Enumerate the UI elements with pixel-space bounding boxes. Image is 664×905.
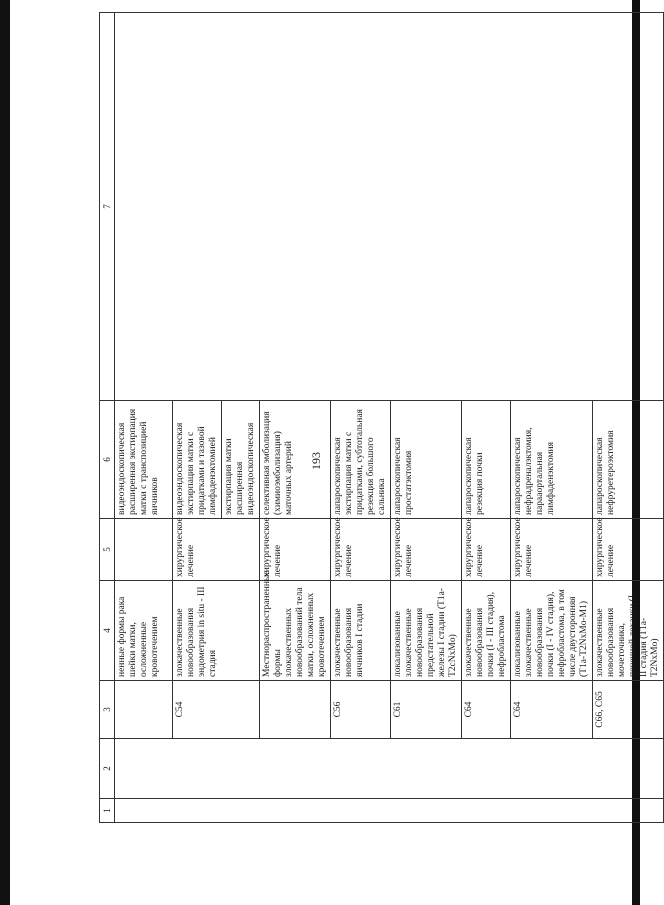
treatment-type-cell: хирургическое лечение: [173, 519, 260, 581]
code-cell: C61: [391, 681, 462, 739]
condition-cell: локализованные злокачественные новообразования почки (I - IV стадия), нефробластома, в том числе двусторонняя (T1a-T2NxMo-M1): [511, 581, 593, 681]
header-row: [100, 13, 115, 823]
condition-cell: злокачественные новообразования яичников I стадии: [331, 581, 391, 681]
col7-cell: [115, 13, 664, 401]
treatment-table: [99, 12, 664, 823]
treatment-type-cell: хирургическое лечение: [391, 519, 462, 581]
header-col-4: 4: [100, 581, 115, 681]
method-cell: лапароскопическая нефрадреналэктомия, парааортальная лимфаденэктомия: [511, 401, 593, 519]
header-col-3: 3: [100, 681, 115, 739]
condition-cell: злокачественные новообразования эндометрия in situ - III стадия: [173, 581, 260, 681]
header-col-2: 2: [100, 739, 115, 799]
method-cell: лапароскопическая нефруретероэктомия: [593, 401, 664, 519]
header-col-6: 6: [100, 401, 115, 519]
page-number: 193: [309, 452, 323, 470]
treatment-type-cell: [115, 519, 173, 581]
scan-edge-left: [0, 0, 10, 905]
treatment-type-cell: хирургическое лечение: [331, 519, 391, 581]
method-cell: видеоэндоскопическая экстирпация матки с придатками и тазовой лимфаденэктомией: [173, 401, 222, 519]
table-container: [99, 13, 660, 823]
code-cell: C66, C65: [593, 681, 664, 739]
treatment-type-cell: хирургическое лечение: [511, 519, 593, 581]
method-cell: лапароскопическая простатэктомия: [391, 401, 462, 519]
method-cell: лапароскопическая экстирпация матки с придатками, субтотальная резекция большого сальника: [331, 401, 391, 519]
code-cell: [115, 681, 173, 739]
condition-cell: локализованные злокачественные новообразования предстательной железы I стадии (T1a-T2cNxMo): [391, 581, 462, 681]
col2-cell: [115, 739, 664, 799]
code-cell: C54: [173, 681, 260, 739]
code-cell: C64: [511, 681, 593, 739]
condition-cell: злокачественные новообразования мочеточника, почечной лоханки (I - II стадия (T1a-T2NxMo): [593, 581, 664, 681]
condition-cell: злокачественные новообразования почки (I - III стадия), нефробластома: [462, 581, 511, 681]
header-col-7: 7: [100, 13, 115, 401]
condition-cell: Местнораспространенные формы злокачественных новообразований тела матки, осложненных кровотечением: [260, 581, 331, 681]
treatment-type-cell: хирургическое лечение: [260, 519, 331, 581]
method-cell: лапароскопическая резекция почки: [462, 401, 511, 519]
treatment-type-cell: хирургическое лечение: [593, 519, 664, 581]
code-cell: C56: [331, 681, 391, 739]
method-cell: селективная эмболизация (химиоэмболизация) маточных артерий: [260, 401, 331, 519]
method-cell: видеоэндоскопическая расширенная экстирпация матки с транспозицией яичников: [115, 401, 173, 519]
table-row: [115, 13, 173, 823]
code-cell: C64: [462, 681, 511, 739]
condition-cell: ненные формы рака шейки матки, осложненные кровотечением: [115, 581, 173, 681]
header-col-1: 1: [100, 799, 115, 823]
treatment-type-cell: хирургическое лечение: [462, 519, 511, 581]
col1-cell: [115, 799, 664, 823]
method-cell: экстирпация матки расширенная видеоэндоскопическая: [222, 401, 260, 519]
code-cell: [260, 681, 331, 739]
header-col-5: 5: [100, 519, 115, 581]
